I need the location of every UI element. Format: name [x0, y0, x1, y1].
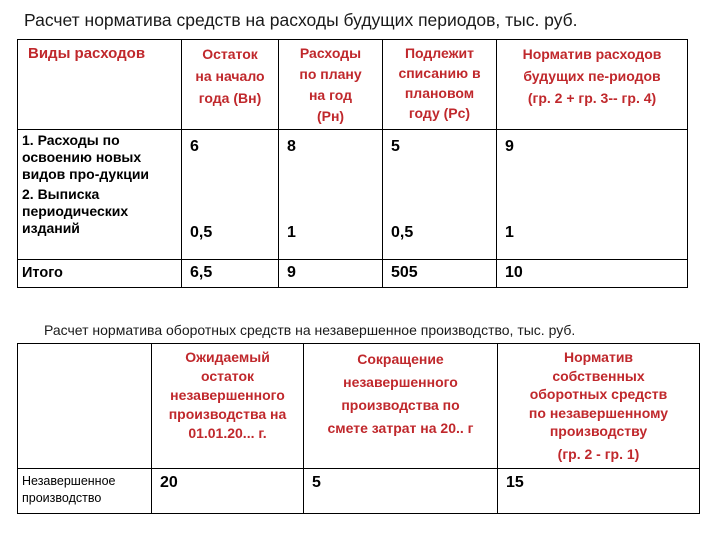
- wip-label: Незавершенное производство: [18, 469, 152, 514]
- header-row: [18, 40, 688, 130]
- expenses-table: [17, 39, 688, 288]
- total-deferred-norm: 10: [497, 260, 688, 288]
- header-empty: [18, 344, 152, 469]
- header-row: [18, 344, 700, 469]
- header-planned-expenses: Расходы по плану на год (Рн): [279, 40, 383, 130]
- total-row: [18, 260, 688, 288]
- wip-norm: 15: [498, 469, 700, 514]
- total-opening-balance: 6,5: [182, 260, 279, 288]
- header-write-off: Подлежит списанию в плановом году (Рс): [383, 40, 497, 130]
- header-expected-balance: Ожидаемый остаток незавершенного производства на 01.01.20... г.: [152, 344, 304, 469]
- header-expense-types: Виды расходов: [18, 40, 182, 130]
- header-opening-balance: Остаток на начало года (Вн): [182, 40, 279, 130]
- table2-title: Расчет норматива оборотных средств на незавершенное производство, тыс. руб.: [44, 322, 576, 338]
- wip-table: [17, 343, 700, 514]
- header-working-capital-norm: Норматив собственных оборотных средств по незавершенному производству (гр. 2 - гр. 1): [498, 344, 700, 469]
- total-write-off: 505: [383, 260, 497, 288]
- table-row: [18, 130, 688, 260]
- total-planned-expenses: 9: [279, 260, 383, 288]
- planned-expenses-cell: 8 1: [279, 130, 383, 260]
- header-deferred-norm: Норматив расходов будущих пе-риодов (гр. 2 + гр. 3-- гр. 4): [497, 40, 688, 130]
- deferred-norm-cell: 9 1: [497, 130, 688, 260]
- row-labels: 1. Расходы по освоению новых видов про-дукции 2. Выписка периодических изданий: [18, 130, 182, 260]
- table1-title: Расчет норматива средств на расходы будущих периодов, тыс. руб.: [24, 10, 578, 30]
- write-off-cell: 5 0,5: [383, 130, 497, 260]
- header-wip-reduction: Сокращение незавершенного производства по смете затрат на 20.. г: [304, 344, 498, 469]
- wip-expected-balance: 20: [152, 469, 304, 514]
- opening-balance-cell: 6 0,5: [182, 130, 279, 260]
- total-label: Итого: [18, 260, 182, 288]
- wip-reduction: 5: [304, 469, 498, 514]
- table-row: [18, 469, 700, 514]
